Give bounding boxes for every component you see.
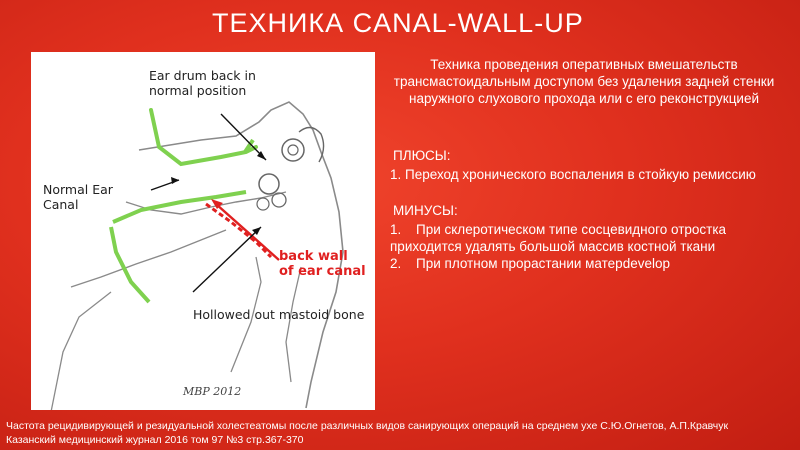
pros-item-text: Переход хронического воспаления в стойкую ремиссию bbox=[405, 167, 756, 182]
pros-item bbox=[376, 166, 776, 183]
label-eardrum-line2: normal position bbox=[149, 83, 247, 98]
label-mastoid: Hollowed out mastoid bone bbox=[193, 307, 365, 322]
cons-item-text: При склеротическом типе сосцевидного отростка приходится удалять большой массив костной ткани bbox=[390, 222, 727, 254]
reference-line: Казанский медицинский журнал 2016 том 97 №3 стр.367-370 bbox=[6, 434, 304, 446]
cons-item bbox=[390, 255, 775, 272]
cons-list bbox=[390, 221, 775, 272]
label-normal-canal-line2: Canal bbox=[43, 197, 79, 212]
label-back-wall bbox=[279, 249, 366, 279]
reference-line: Частота рецидивирующей и резидуальной холестеатомы после различных видов санирующих операций на среднем ухе С.Ю.Огнетов, А.П.Кравчук bbox=[6, 420, 729, 432]
slide-title: ТЕХНИКА CANAL-WALL-UP bbox=[212, 8, 584, 38]
ear-anatomy-drawing bbox=[31, 52, 375, 410]
pros-heading: ПЛЮСЫ: bbox=[393, 148, 451, 163]
cons-item-number: 2. bbox=[390, 256, 402, 271]
label-normal-canal bbox=[43, 182, 113, 212]
technique-description: Техника проведения оперативных вмешательств трансмастоидальным доступом без удаления задней стенки наружного слухового прохода или с его реконструкцией bbox=[393, 57, 775, 106]
cons-item bbox=[390, 221, 775, 255]
label-eardrum bbox=[149, 68, 256, 98]
pros-list bbox=[376, 166, 776, 183]
cons-item-text: При плотном прорастании матерdevelop bbox=[416, 256, 670, 271]
signature: MBP 2012 bbox=[183, 385, 242, 398]
cons-heading: МИНУСЫ: bbox=[393, 203, 458, 218]
label-back-wall-line2: of ear canal bbox=[279, 264, 366, 279]
pros-item-number: 1. bbox=[390, 167, 402, 182]
label-back-wall-line1: back wall bbox=[279, 249, 348, 264]
label-eardrum-line1: Ear drum back in bbox=[149, 68, 256, 83]
ear-diagram bbox=[31, 52, 375, 410]
label-normal-canal-line1: Normal Ear bbox=[43, 182, 113, 197]
cons-item-number: 1. bbox=[390, 222, 402, 237]
